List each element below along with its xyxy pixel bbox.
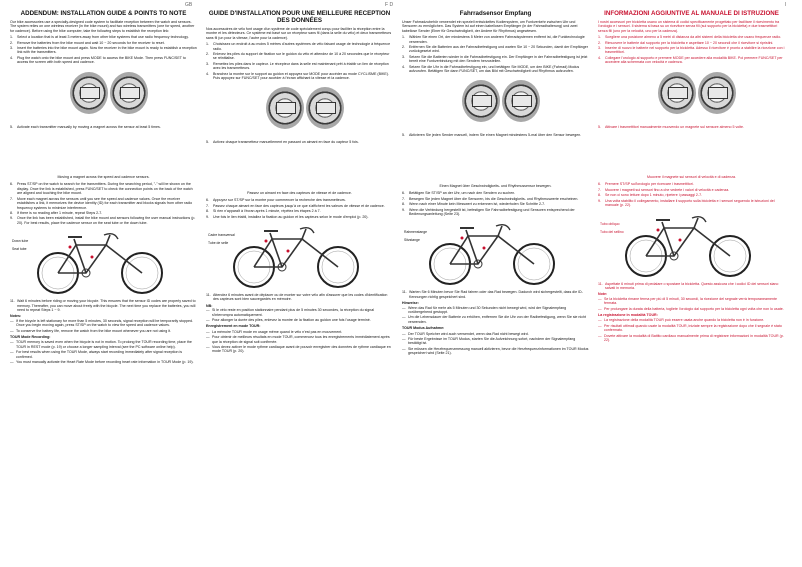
step-text: Once the link has been established, install the bike mount and sensors following the user manual instructions (p. 20). For best results, place the cadence sensor on the seat tube or the down tube. xyxy=(17,216,196,225)
step-text: If there is no reading after 1 minute, repeat Steps 2-7. xyxy=(17,210,103,215)
tour-item xyxy=(10,350,197,359)
tour-item xyxy=(10,360,197,364)
step-number: 6. xyxy=(402,191,405,196)
label-seat-tube: Tube de selle xyxy=(208,240,229,245)
pairing-step xyxy=(598,199,785,208)
lang-tag-gb: GB xyxy=(185,2,193,8)
tour-bullet: — xyxy=(206,329,210,334)
step-text: Wenn nach einer Minute kein Messwert zu erkennen ist, wiederholen Sie Schritte 2-7. xyxy=(409,202,546,207)
tour-bullet: — xyxy=(206,344,210,349)
note-text: Pour allonger la durée des piles, enlevez la montre de la fixation au guidon une fois l'usage terminé. xyxy=(212,317,371,322)
tour-item xyxy=(402,347,589,356)
bicycle-figure xyxy=(402,218,589,288)
step-text: Entfernen Sie die Batterien aus der Fahrradbefestigung und warten Sie 10 ~ 20 Sekunden, damit der Empfänger zurückgesetzt wird. xyxy=(409,45,588,54)
step-text: Attendez 6 minutes avant de déplacer ou de monter sur votre vélo afin d'assurer que les codes d'identification des capteurs sont bien sauvegardés en mémoire. xyxy=(213,292,388,302)
note-item xyxy=(10,319,197,328)
step-number: 3. xyxy=(10,46,13,51)
step-number: 11. xyxy=(10,299,15,304)
tour-text: Per risultati ottimali quando usate la modalità TOUR, iniziate sempre la registrazione dopo che il segnale è stato confermato. xyxy=(604,323,782,333)
step-11 xyxy=(206,293,393,302)
column-german xyxy=(402,10,589,562)
column-french xyxy=(206,10,393,562)
tour-bullet: — xyxy=(402,331,406,336)
step-text: Passez chaque aimant en face des capteurs jusqu'à ce que s'affichent les valeurs de vitesse et de cadence. xyxy=(213,203,385,208)
step-number: 8. xyxy=(402,202,405,207)
step-text: Plug the watch onto the bike mount and press MODE to access the BIKE Mode. Then press FUNC/SET to access the screen with both speed and cadence. xyxy=(17,55,186,65)
pairing-step xyxy=(10,216,197,225)
pairing-step xyxy=(402,191,589,195)
note-bullet: — xyxy=(10,328,14,333)
setup-step xyxy=(206,62,393,71)
setup-step xyxy=(206,140,393,144)
bicycle-diagram xyxy=(30,227,170,295)
step-text: Remettez les piles dans le capteur. Le récepteur dans la selle est maintenant prêt à établir un lien de réception avec les transmetteurs. xyxy=(213,61,389,71)
step-text: Wenn die Verbindung hergestellt ist, befestigen Sie Fahrradbefestigung und Sensoren entsprechend der Bedienungsanleitung (Seite 23). xyxy=(409,207,575,216)
tour-bullet: — xyxy=(10,350,14,355)
step-number: 5. xyxy=(206,140,209,145)
step-text: Warten Sie 6 Minuten bevor Sie Rad fahren oder das Rad bewegen. Dadurch wird sichergestellt, dass die ID-Kennungen richtig gespeichert sind. xyxy=(409,290,583,299)
tour-text: TOUR memory is saved even when the bicycle is not in motion. To prolong the TOUR recording time, place the TOUR in REST mode (p. 19) or choose a longer sampling interval (see the PC software online help). xyxy=(16,340,192,349)
label-down-tube: Down tube xyxy=(12,239,29,244)
tour-bullet: — xyxy=(598,333,602,338)
pairing-step xyxy=(10,211,197,215)
watch-front-image xyxy=(658,72,696,114)
tour-item xyxy=(402,337,589,346)
watch-mount-image xyxy=(110,72,148,114)
step-text: Betätigen Sie ST/SP an der Uhr, um nach den Sendern zu suchen. xyxy=(409,191,516,196)
step-number: 5. xyxy=(10,124,13,129)
step-number: 1. xyxy=(206,42,209,47)
setup-steps-list xyxy=(598,35,785,64)
tour-bullet: — xyxy=(598,323,602,328)
setup-steps-list xyxy=(206,42,393,80)
step-5 xyxy=(402,133,589,137)
tour-bullet: — xyxy=(402,346,406,351)
step-number: 5. xyxy=(402,133,405,138)
step-text: Bewegen Sie jeden Magnet über die Sensoren, bis die Geschwindigkeits- und Rhythmuswerte erscheinen. xyxy=(409,196,579,201)
tour-item xyxy=(598,324,785,333)
step-number: 7. xyxy=(402,196,405,201)
step-number: 8. xyxy=(598,193,601,198)
note-bullet: — xyxy=(206,317,210,322)
note-item xyxy=(206,318,393,322)
bicycle-figure xyxy=(598,210,785,280)
note-text: To conserve the battery life, remove the watch from the bike mount whenever you are not using it. xyxy=(16,328,172,333)
bicycle-diagram xyxy=(422,218,562,286)
step-text: Activate each transmitter manually by moving a magnet across the sensor at least 5 times. xyxy=(17,124,161,129)
tour-item xyxy=(206,335,393,344)
notes-heading: Note: xyxy=(598,292,608,297)
notes-heading: Notes: xyxy=(10,314,22,319)
label-down-tube: Rahmenstange xyxy=(404,230,427,235)
step-number: 2. xyxy=(402,45,405,50)
setup-step xyxy=(598,46,785,55)
step-text: Collegare l'orologio al supporto e premere MODE per accedere alla modalità BIKE. Poi premere FUNC/SET per accedere alla schermata con velocità e cadenza. xyxy=(605,55,783,65)
step-11 xyxy=(10,299,197,312)
final-step xyxy=(598,282,785,291)
label-seat-tube: Tubo del sellino xyxy=(600,229,624,234)
step-text: Press ST/SP on the watch to search for the transmitters. During the searching period, "-" will be shown on the display. Once the link is established, press FUNC/SET to check the connection points on the back of the watch are aligned and touching the bike mount. xyxy=(17,182,193,196)
step-number: 2. xyxy=(10,40,13,45)
label-down-tube: Cadre transversal xyxy=(208,232,235,237)
magnet-caption: Einen Magnet über Geschwindigkeits- und Rhythmussensor bewegen. xyxy=(439,183,552,188)
magnet-caption: Passez un aimant en face des capteurs de vitesse et de cadence. xyxy=(247,190,352,195)
tour-heading: Enregistrement en mode TOUR: xyxy=(206,324,261,329)
label-seat-tube: Sitzstange xyxy=(404,238,420,243)
step-number: 6. xyxy=(598,182,601,187)
setup-step xyxy=(598,41,785,45)
tour-bullet: — xyxy=(402,336,406,341)
step-number: 5. xyxy=(598,124,601,129)
note-bullet: — xyxy=(598,296,602,301)
note-item xyxy=(402,306,589,315)
setup-step xyxy=(402,55,589,64)
tour-text: Für beste Ergebnisse im TOUR Modus, starten Sie die Aufzeichnung sofort, nachdem der Signalempfang bestätigt ist. xyxy=(408,336,576,346)
watch-illustration xyxy=(402,76,589,130)
step-text: Setzen Sie die Uhr in die Fahrradbefestigung ein, und betätigen Sie MODE, um den BIKE (Fahrrad) Modus aufzurufen. Betätigen Sie dann FUNC/SET, um das Bild mit Geschwindigkeit und Rhythmus aufzurufen. xyxy=(409,64,580,74)
note-item xyxy=(598,307,785,311)
step-number: 8. xyxy=(10,210,13,215)
watch-illustration xyxy=(598,68,785,122)
step-number: 3. xyxy=(598,46,601,51)
note-text: Um die Lebensdauer der Batterie zu erhöhen, entfernen Sie die Uhr von der Radbefestigung, wenn Sie sie nicht verwenden. xyxy=(408,315,587,324)
step-text: Si rien n'apparaît à l'écran après 1 minute, répétez les étapes 2 à 7. xyxy=(213,209,321,214)
tour-text: Der TOUR Speicher wird auch verwendet, wenn das Rad nicht bewegt wird. xyxy=(408,331,529,336)
step-number: 3. xyxy=(402,54,405,59)
step-text: Aspettate 6 minuti prima di pedalare o spostare la bicicletta. Questo assicura che i codici ID dei sensori siano salvati in memoria. xyxy=(605,281,779,290)
pairing-steps-list xyxy=(402,191,589,216)
column-title: INFORMAZIONI AGGIUNTIVE AL MANUALE DI ISTRUZIONE xyxy=(604,10,779,17)
step-text: Remove the batteries from the bike mount and wait 10 ~ 20 seconds for the receiver to reset. xyxy=(17,40,165,45)
step-number: 7. xyxy=(598,187,601,192)
step-11 xyxy=(402,290,589,299)
column-title: Fahrradsensor Empfang xyxy=(459,10,532,17)
lang-tag-i: I xyxy=(785,2,787,8)
note-bullet: — xyxy=(402,315,406,320)
tour-heading: La registrazione in modalità TOUR: xyxy=(598,312,658,317)
setup-step xyxy=(402,45,589,54)
note-bullet: — xyxy=(598,306,602,311)
bicycle-figure xyxy=(10,227,197,297)
watch-front-image xyxy=(462,80,500,122)
tour-text: La registrazione della modalità TOUR può essere usata anche quando la bicicletta non è in funzione. xyxy=(604,318,765,323)
note-text: If the bicycle is left stationary for more than 5 minutes, 30 seconds, signal reception will be temporarily stopped. Once you begin moving again, press ST/SP on the watch to view the speed and cadence values. xyxy=(16,318,193,328)
step-text: Une fois le lien établi, installez la fixation au guidon et les capteurs selon le mode d'emploi (p. 20). xyxy=(213,214,369,219)
pairing-step xyxy=(402,208,589,217)
tour-item xyxy=(206,330,393,334)
setup-step xyxy=(402,133,589,137)
column-title: ADDENDUM: INSTALLATION GUIDE & POINTS TO NOTE xyxy=(20,10,187,17)
step-text: Muovere i magneti sui sensori fino a che vedrete i valori di velocità e cadenza. xyxy=(605,187,730,192)
pairing-steps-list xyxy=(206,198,393,219)
step-number: 7. xyxy=(206,203,209,208)
pairing-step xyxy=(598,182,785,186)
pairing-step xyxy=(402,197,589,201)
step-text: Move each magnet across the sensors until you see the speed and cadence values. Once the receiver establishes a link, it memorizes the device identity (ID) for each transmitter and blocks signals from other radio frequency systems to minimize interference. xyxy=(17,196,193,210)
pairing-step xyxy=(206,215,393,219)
step-number: 1. xyxy=(10,35,13,40)
setup-step xyxy=(10,46,197,55)
step-5 xyxy=(206,140,393,144)
tour-bullet: — xyxy=(10,340,14,345)
column-english xyxy=(10,10,197,562)
step-text: Attivare i trasmettitori manualmente muovendo un magnete sul sensore almeno 5 volte. xyxy=(605,124,745,129)
tour-item xyxy=(598,334,785,343)
setup-step xyxy=(402,65,589,74)
step-text: Select a location that is at least 3 meters away from other bike systems that use radio frequency technology. xyxy=(17,35,189,40)
step-number: 4. xyxy=(402,64,405,69)
step-number: 2. xyxy=(598,40,601,45)
note-bullet: — xyxy=(10,318,14,323)
step-number: 2. xyxy=(206,52,209,57)
note-item xyxy=(402,315,589,324)
step-number: 4. xyxy=(598,55,601,60)
step-number: 9. xyxy=(206,214,209,219)
pairing-steps-list xyxy=(598,182,785,207)
setup-step xyxy=(598,56,785,65)
label-seat-tube: Seat tube xyxy=(12,247,27,252)
note-text: Wenn das Rad für mehr als 5 Minuten und 30 Sekunden nicht bewegt wird, wird der Signalempfang vorübergehend gestoppt. xyxy=(408,305,567,314)
watch-mount-image xyxy=(698,72,736,114)
step-text: Aktivieren Sie jeden Sender manuell, indem Sie einen Magnet mindestens 5-mal über den Sensor bewegen. xyxy=(409,133,582,138)
setup-step xyxy=(10,41,197,45)
magnet-caption: Moving a magnet across the speed and cadence sensors. xyxy=(57,175,150,180)
step-number: 11. xyxy=(598,281,603,286)
pairing-steps-list xyxy=(10,182,197,225)
pairing-step xyxy=(598,193,785,197)
step-text: Inserire di nuovo le batterie nel supporto per la bicicletta. Adesso il ricevitore è pronto a stabilire la ricezione con i trasmettitori. xyxy=(605,46,785,55)
tour-text: Sie müssen die Herzfrequenzmessung manuell aktivieren, bevor die Herzfrequenzinformationen im TOUR Modus gespeichert wird (Seite 21). xyxy=(408,346,589,356)
note-bullet: — xyxy=(402,305,406,310)
tour-item xyxy=(206,345,393,354)
step-text: Premere ST/SP sull'orologio per ricercare i trasmettitori. xyxy=(605,182,694,187)
note-text: Se la bicicletta rimane ferma per più di 5 minuti, 30 secondi, la ricezione del segnale verrà temporaneamente fermata. xyxy=(604,296,777,306)
pairing-step xyxy=(10,182,197,195)
bicycle-figure xyxy=(206,221,393,291)
notes-heading: NB: xyxy=(206,303,213,308)
step-text: Wait 6 minutes before riding or moving your bicycle. This ensures that the sensor ID codes are properly saved to memory. Thereafter, you can move about freely with the bicycle. The next time you replace the batteries, you will need to repeat Steps 1 ~ 9. xyxy=(17,299,196,312)
step-number: 4. xyxy=(10,55,13,60)
watch-mount-image xyxy=(306,87,344,129)
pairing-step xyxy=(10,197,197,210)
watch-front-image xyxy=(266,87,304,129)
note-bullet: — xyxy=(206,308,210,313)
tour-item xyxy=(598,318,785,322)
tour-bullet: — xyxy=(206,335,210,340)
setup-step xyxy=(10,56,197,65)
note-item xyxy=(598,297,785,306)
tour-text: La mémoire TOUR mode en usage même quand le vélo n'est pas en mouvement. xyxy=(212,329,343,334)
step-number: 8. xyxy=(206,209,209,214)
step-number: 3. xyxy=(206,61,209,66)
step-text: Enlevez les piles du support de fixation sur le guidon du vélo et attendez de 10 à 20 secondes que le récepteur se réinitialise. xyxy=(213,52,390,61)
tour-text: You must manually activate the Heart Rate Mode before recording heart rate information in TOUR Mode (p. 19). xyxy=(16,360,194,364)
step-text: Wählen Sie einen Ort, der mindestens 5 Meter von anderen Fahrradsystemen entfernt ist, die Funktechnologie verwenden. xyxy=(409,35,585,44)
column-italian xyxy=(598,10,785,562)
step-number: 11. xyxy=(402,290,407,295)
setup-steps-list xyxy=(10,35,197,64)
tour-bullet: — xyxy=(598,318,602,323)
setup-steps-list xyxy=(402,35,589,73)
final-step xyxy=(10,299,197,312)
setup-step xyxy=(206,72,393,81)
step-5 xyxy=(10,125,197,129)
step-text: Una volta stabilito il collegamento, installare il supporto sulla bicicletta e i sensori seguendo le istruzioni del manuale (p. 22). xyxy=(605,198,775,208)
tour-heading: TOUR Modus Aufnahme: xyxy=(402,326,445,331)
magnet-illustration xyxy=(402,141,589,181)
note-text: Per prolungare la durata della batteria, togliete l'orologio dal supporto per la bicicletta ogni volta che non lo usate. xyxy=(604,306,784,311)
tour-text: Pour obtenir de meilleurs résultats en mode TOUR, commencez tous les enregistrements immédiatement après que la réception de signal soit confirmée. xyxy=(212,335,390,344)
notes-heading: Hinweise: xyxy=(402,301,419,306)
setup-step xyxy=(10,35,197,39)
step-text: Branchez la montre sur le support au guidon et appuyez sur MODE pour accéder au mode CYCLISME (BIKE). Puis appuyez sur FUNC/SET pour accéder à l'écran affichant la vitesse et la cadence. xyxy=(213,71,389,81)
bicycle-diagram xyxy=(618,210,758,278)
magnet-illustration xyxy=(206,148,393,188)
step-number: 1. xyxy=(598,35,601,40)
step-number: 9. xyxy=(598,198,601,203)
step-5 xyxy=(598,125,785,129)
bicycle-diagram xyxy=(226,221,366,289)
step-text: Choisissez un endroit à au moins 5 mètres d'autres systèmes de vélo faisant usage de technologie à fréquence radio. xyxy=(213,42,391,51)
step-text: Activez chaque transmetteur manuellement en passant un aimant en face du capteur 5 fois. xyxy=(213,140,359,145)
tour-text: For best results when using the TOUR Mode, always start recording immediately after signal reception is confirmed. xyxy=(16,350,183,359)
step-text: Scegliere una posizione almeno a 5 metri di distanza da altri sistemi della bicicletta che usano frequenze radio. xyxy=(605,35,782,40)
intro-paragraph: Unser Fahrradzubehör verwendet ein speziell entwickeltes Kodiersystem, um Funkverkehr zwischen Uhr und Sensoren zu ermöglichen. Das System ist auf einen kabellosen Empfänger (in der Fahrradhalterung) und zwei kabellose Sender (Einer für Geschwindigkeit, der Andere für Rhythmus) angewiesen. xyxy=(402,20,578,33)
tour-item xyxy=(10,340,197,349)
setup-step xyxy=(206,52,393,61)
tour-text: Vous devez activer le mode rythme cardiaque avant de pouvoir enregistrer des données de rythme cardiaque en mode TOUR (p. 20). xyxy=(212,344,391,354)
tour-text: Dovete attivare la modalità di Battito cardiaco manualmente prima di registrare informazioni in modalità TOUR (p. 22). xyxy=(604,333,784,342)
step-text: Appuyez sur ST/SP sur la montre pour commencer la recherche des transmetteurs. xyxy=(213,198,346,203)
label-down-tube: Tubo obliquo xyxy=(600,221,620,226)
watch-illustration xyxy=(10,68,197,122)
tour-bullet: — xyxy=(10,360,14,364)
intro-paragraph: Our bike accessories use a specially-designed code system to facilitate reception between the watch and sensors. The system relies on one wireless receiver (in the bike mount) and two wireless transmitters (one for speed, another for cadence). Before using the bike computer, take the following steps to establish the reception link: xyxy=(10,20,195,33)
step-number: 9. xyxy=(10,216,13,221)
setup-step xyxy=(598,125,785,129)
setup-step xyxy=(598,35,785,39)
final-step xyxy=(402,290,589,299)
step-number: 9. xyxy=(402,207,405,212)
watch-illustration xyxy=(206,83,393,137)
tour-item xyxy=(402,332,589,336)
pairing-step xyxy=(402,202,589,206)
magnet-caption: Muovere il magnete sui sensori di velocità e di cadenza. xyxy=(646,175,737,180)
tour-heading: TOUR Mode Recording: xyxy=(10,334,51,339)
final-step xyxy=(206,293,393,302)
watch-mount-image xyxy=(502,80,540,122)
setup-step xyxy=(402,35,589,44)
step-number: 7. xyxy=(10,196,13,201)
pairing-step xyxy=(206,209,393,213)
step-number: 6. xyxy=(10,182,13,187)
pairing-step xyxy=(206,204,393,208)
setup-step xyxy=(206,42,393,51)
pairing-step xyxy=(598,188,785,192)
step-text: Setzen Sie die Batterien wieder in die Fahrradbefestigung ein. Der Empfänger in der Fahrradbefestigung ist jetzt bereit eine Funkverbindung mit den Sendern herzustellen. xyxy=(409,54,588,64)
step-number: 1. xyxy=(402,35,405,40)
step-number: 11. xyxy=(206,292,211,297)
step-number: 4. xyxy=(206,71,209,76)
intro-paragraph: Nos accessoires de vélo font usage d'un système de code spécialement conçu pour faciliter la réception entre la montre et les détecteurs. Ce système est basé sur un récepteur sans fil (dans la selle du vélo) et deux transmetteurs sans fil (un pour la vitesse, l'autre pour la cadence). xyxy=(206,27,392,40)
step-11 xyxy=(598,282,785,291)
note-item xyxy=(10,329,197,333)
lang-tag-fd: F D xyxy=(385,2,394,8)
magnet-illustration xyxy=(10,132,197,172)
column-title: GUIDE D'INSTALLATION POUR UNE MEILLEURE RÉCEPTION DES DONNÉES xyxy=(208,10,391,24)
step-text: Se non ci sono letture dopo 1 minuto, ripetere i passaggi 2-7. xyxy=(605,193,703,198)
note-text: Si le vélo reste en position stationnaire pendant plus de 5 minutes 30 secondes, la réception du signal s'interrompra automatiquement. xyxy=(212,308,375,317)
step-text: Rimuovere le batterie dal supporto per la bicicletta e aspettare 10 ~ 20 secondi che il ricevitore si ripristini. xyxy=(605,40,774,45)
step-text: Insert the batteries into the bike mount again. Now the receiver in the bike mount is ready to establish a reception link with the transmitters. xyxy=(17,46,197,55)
note-item xyxy=(206,308,393,317)
magnet-illustration xyxy=(598,132,785,172)
step-number: 6. xyxy=(206,198,209,203)
intro-paragraph: I nostri accessori per bicicletta usano un sistema di codici specificamente progettato per facilitare il ricevimento tra l'orologio e i sensori. Il sistema si basa su un ricevitore senza fili (sul supporto per la bicicletta) e due trasmettitori senza fili (uno per la velocità, uno per la cadenza). xyxy=(598,20,780,33)
setup-step xyxy=(10,125,197,129)
watch-front-image xyxy=(70,72,108,114)
pairing-step xyxy=(206,198,393,202)
